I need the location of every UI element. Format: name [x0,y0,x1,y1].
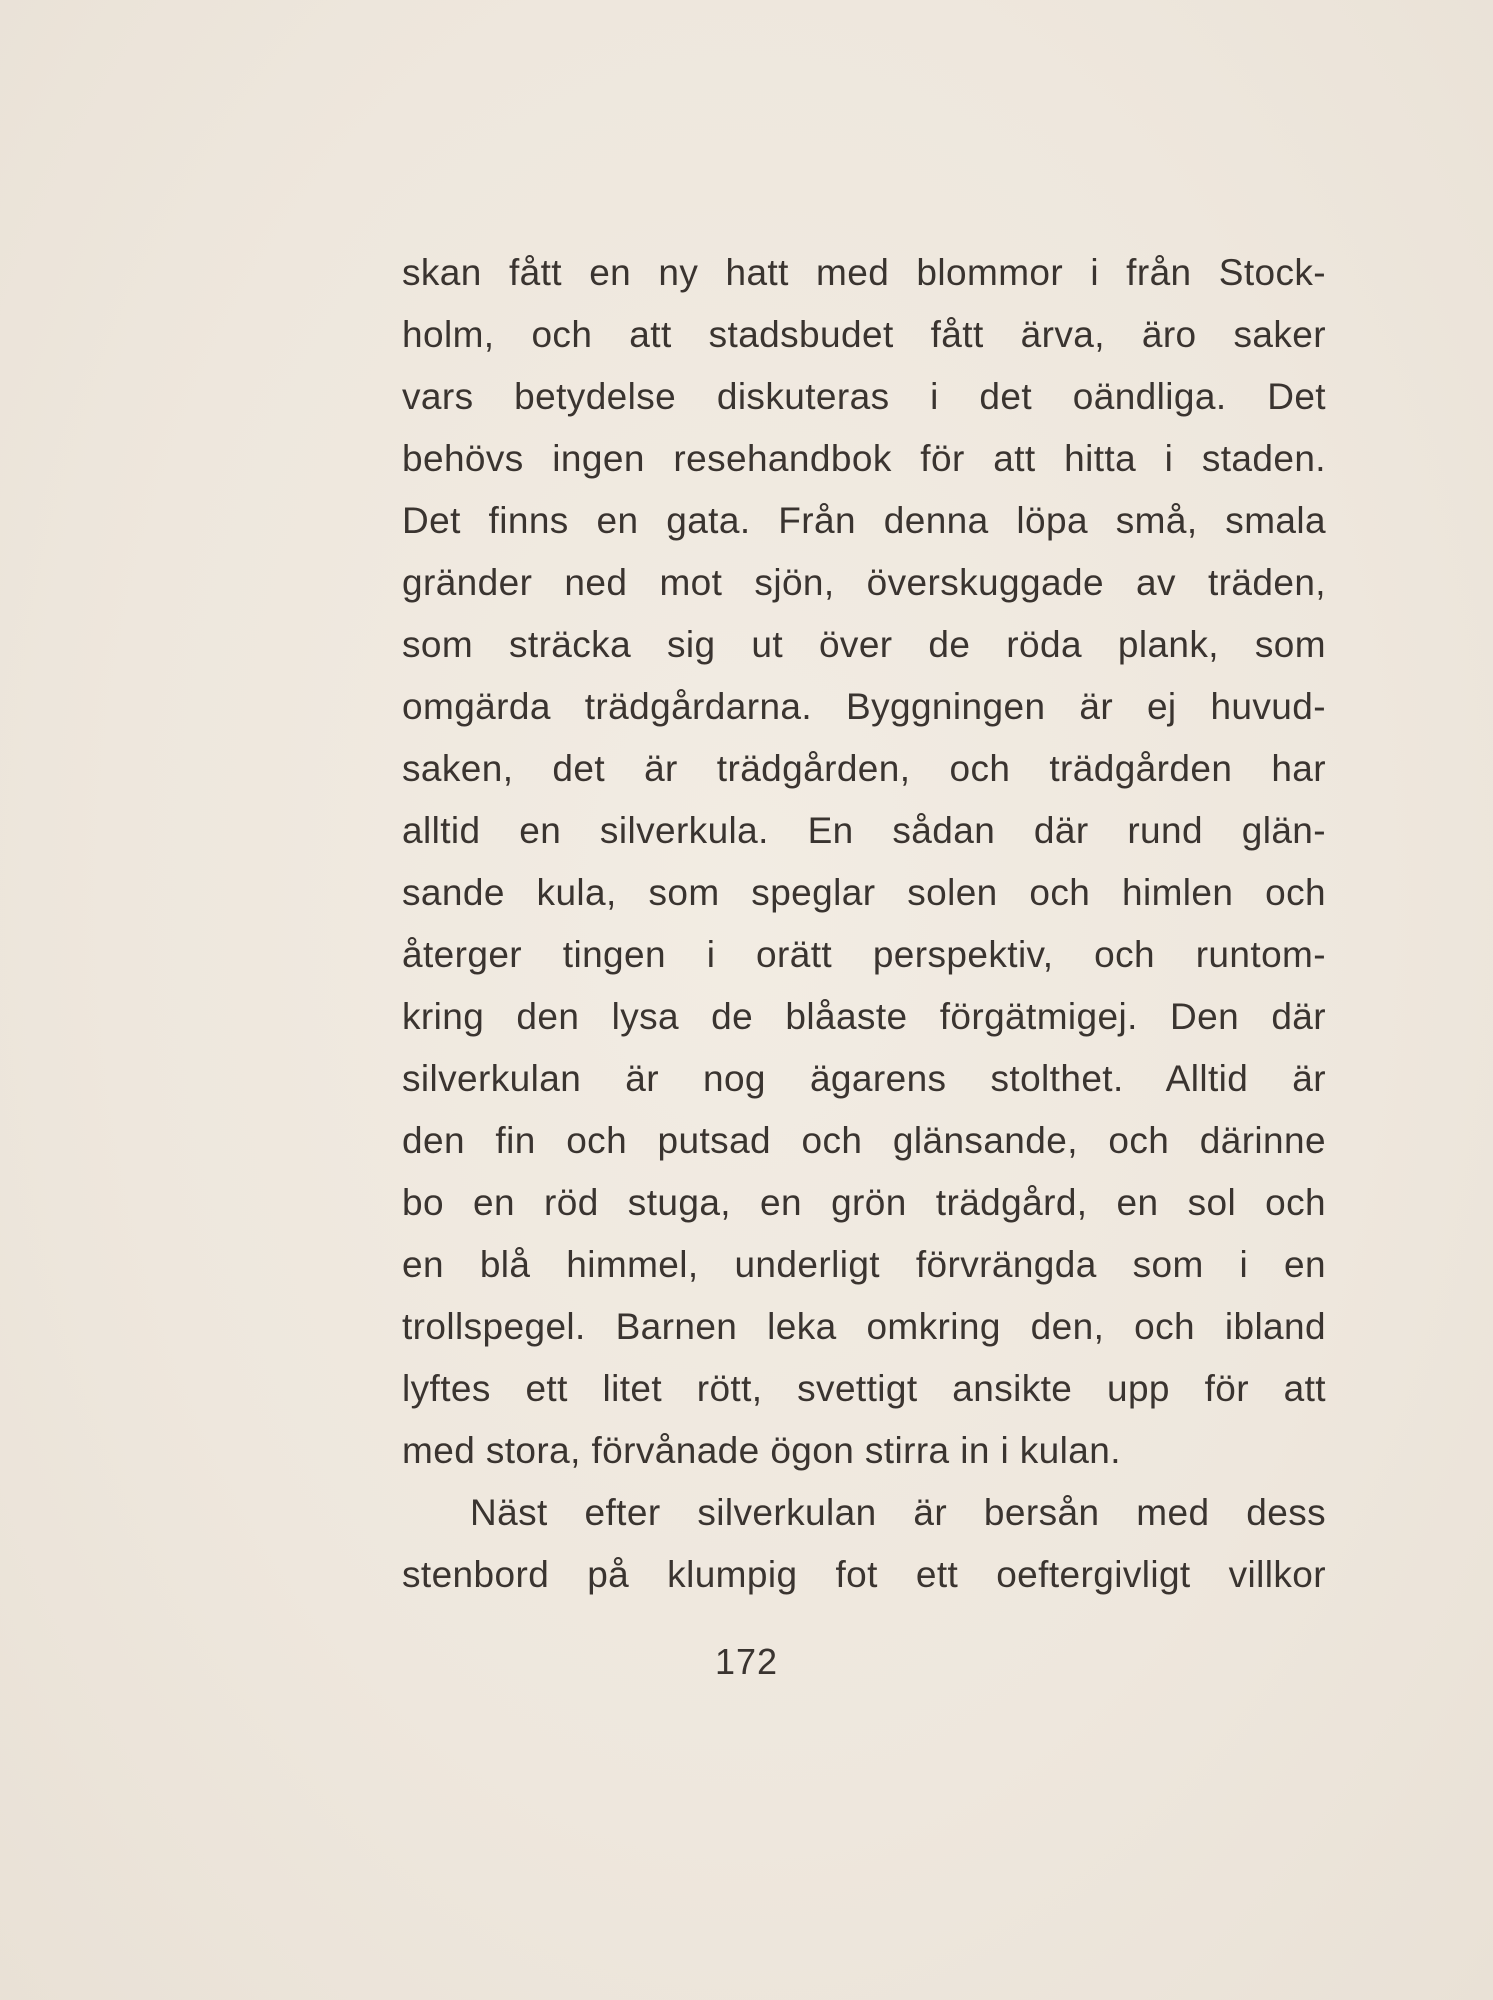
text-line: som sträcka sig ut över de röda plank, som [402,624,1326,665]
text-line: lyftes ett litet rött, svettigt ansikte upp för att [402,1368,1326,1409]
text-line: holm, och att stadsbudet fått ärva, äro saker [402,314,1326,355]
text-line: gränder ned mot sjön, överskuggade av träden, [402,562,1326,603]
text-line: en blå himmel, underligt förvrängda som i en [402,1244,1326,1285]
text-line: silverkulan är nog ägarens stolthet. Alltid är [402,1058,1326,1099]
text-line: sande kula, som speglar solen och himlen och [402,872,1326,913]
text-line: bo en röd stuga, en grön trädgård, en sol och [402,1182,1326,1223]
text-line: alltid en silverkula. En sådan där rund glän- [402,810,1326,851]
text-line: vars betydelse diskuteras i det oändliga. Det [402,376,1326,417]
body-text [402,242,1326,1606]
text-line-paragraph-start: Näst efter silverkulan är bersån med dess [470,1492,1326,1533]
text-line: saken, det är trädgården, och trädgården har [402,748,1326,789]
text-line: med stora, förvånade ögon stirra in i kulan. [402,1430,1121,1471]
text-line: kring den lysa de blåaste förgätmigej. Den där [402,996,1326,1037]
text-line: Det finns en gata. Från denna löpa små, smala [402,500,1326,541]
text-line: skan fått en ny hatt med blommor i från Stock- [402,252,1326,293]
page-number: 172 [714,1641,779,1682]
text-line: trollspegel. Barnen leka omkring den, och ibland [402,1306,1326,1347]
text-line: stenbord på klumpig fot ett oeftergivligt villkor [402,1554,1326,1595]
text-line: den fin och putsad och glänsande, och därinne [402,1120,1326,1161]
text-line: återger tingen i orätt perspektiv, och runtom- [402,934,1326,975]
text-line: behövs ingen resehandbok för att hitta i staden. [402,438,1326,479]
text-line: omgärda trädgårdarna. Byggningen är ej huvud- [402,686,1326,727]
